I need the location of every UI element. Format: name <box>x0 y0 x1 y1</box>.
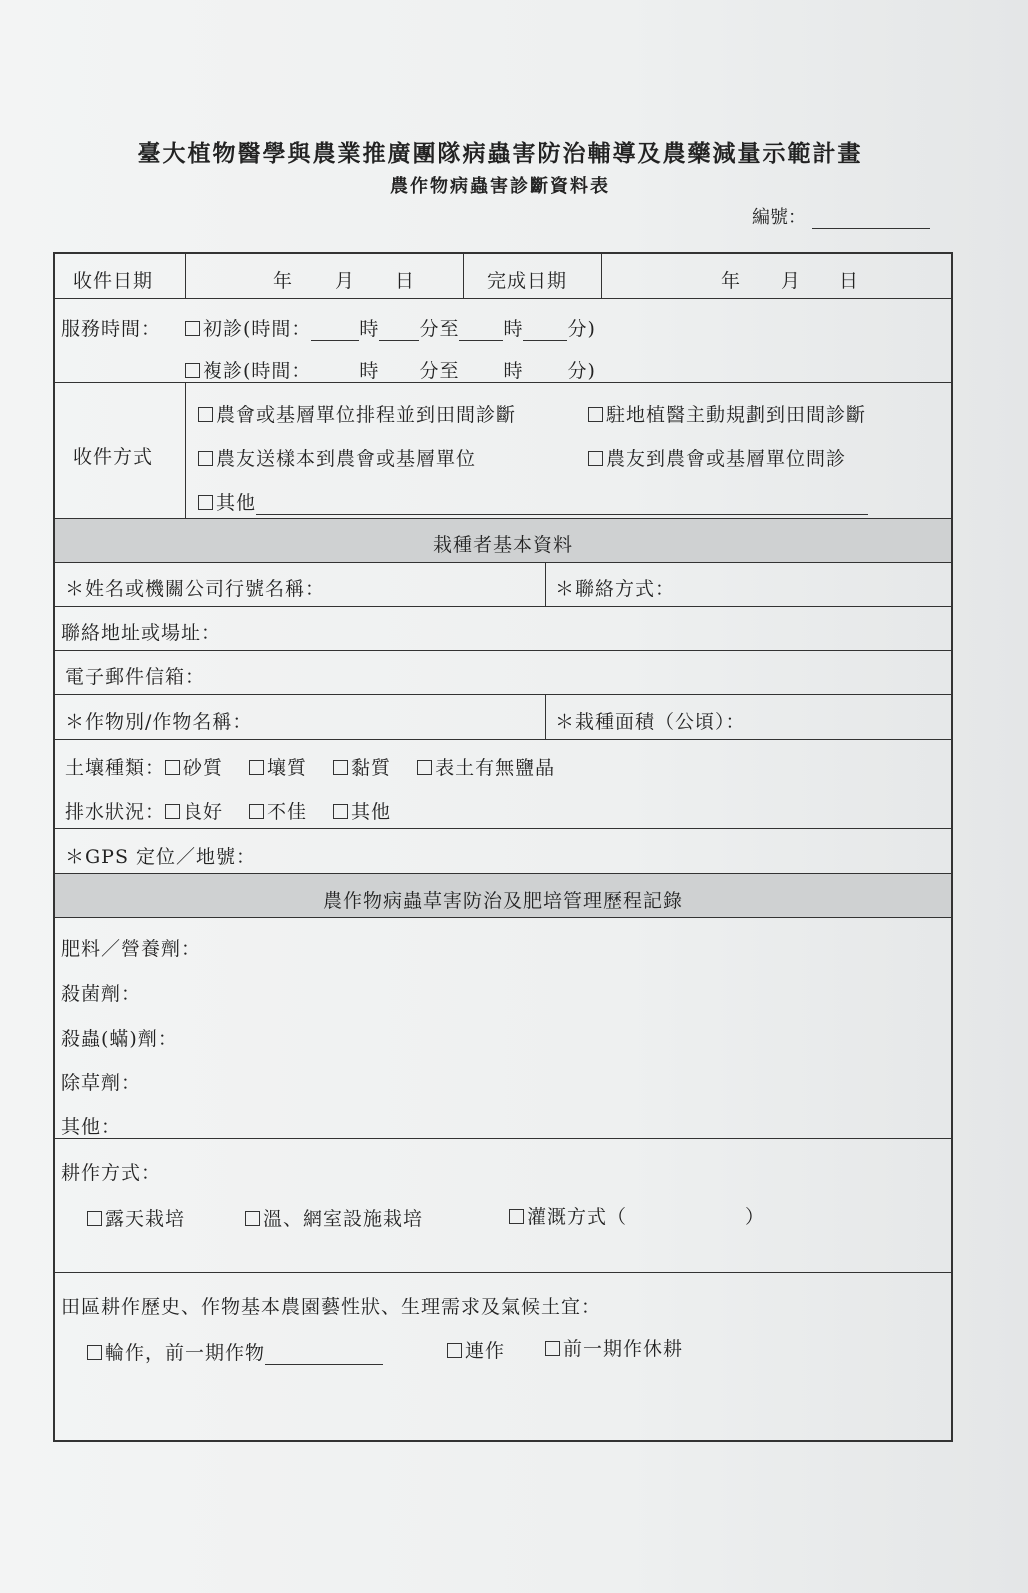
cultivation-outdoor-checkbox[interactable] <box>87 1211 102 1226</box>
soil-row: 土壤種類： 砂質 壤質 黏質 表土有無鹽晶 <box>65 757 556 779</box>
serial-field[interactable] <box>812 210 930 229</box>
finish-day: 日 <box>839 270 860 292</box>
receive-other-field[interactable] <box>256 498 868 515</box>
drain-other-checkbox[interactable] <box>333 804 348 819</box>
email-label: 電子郵件信箱： <box>65 666 206 688</box>
receive-option-2-checkbox[interactable] <box>588 407 603 422</box>
revisit-row: 複診(時間： 時 分至 時 分) <box>185 356 596 383</box>
receive-day: 日 <box>395 270 416 292</box>
diagnosis-form <box>53 252 953 1442</box>
receive-option-1[interactable]: 農會或基層單位排程並到田間診斷 <box>198 400 516 427</box>
first-end-hour-field[interactable] <box>459 324 503 341</box>
cultivation-greenhouse[interactable]: 溫、網室設施栽培 <box>245 1204 423 1231</box>
finish-year: 年 <box>721 270 742 292</box>
herbicide-label: 除草劑： <box>61 1072 142 1094</box>
first-visit-checkbox[interactable] <box>185 321 200 336</box>
cultivation-label: 耕作方式： <box>61 1162 162 1184</box>
receive-option-other[interactable]: 其他 <box>198 488 868 515</box>
grower-section-title: 栽種者基本資料 <box>432 534 573 556</box>
receive-option-2[interactable]: 駐地植醫主動規劃到田間診斷 <box>588 400 866 427</box>
soil-sandy-checkbox[interactable] <box>165 760 180 775</box>
soil-salt-checkbox[interactable] <box>417 760 432 775</box>
cultivation-outdoor[interactable]: 露天栽培 <box>87 1204 185 1231</box>
first-start-minute-field[interactable] <box>379 324 419 341</box>
history-fallow[interactable]: 前一期作休耕 <box>545 1334 683 1361</box>
cultivation-greenhouse-checkbox[interactable] <box>245 1211 260 1226</box>
revisit-end-hour-field[interactable] <box>459 366 503 383</box>
serial-label: 編號： <box>752 207 806 228</box>
receive-date-label: 收件日期 <box>73 270 154 292</box>
crop-label: ＊作物別/作物名稱： <box>65 711 253 733</box>
receive-option-1-checkbox[interactable] <box>198 407 213 422</box>
insecticide-label: 殺蟲(蟎)劑： <box>61 1028 178 1050</box>
revisit-start-hour-field[interactable] <box>311 366 359 383</box>
service-time-label: 服務時間： <box>61 318 162 340</box>
grower-name-label: ＊姓名或機關公司行號名稱： <box>65 578 326 600</box>
history-continuous-checkbox[interactable] <box>447 1343 462 1358</box>
revisit-start-minute-field[interactable] <box>379 366 419 383</box>
address-label: 聯絡地址或場址： <box>61 622 222 644</box>
cultivation-irrigation-checkbox[interactable] <box>509 1209 524 1224</box>
receive-option-4[interactable]: 農友到農會或基層單位問診 <box>588 444 846 471</box>
history-fallow-checkbox[interactable] <box>545 1341 560 1356</box>
serial-number <box>752 203 930 229</box>
form-title: 臺大植物醫學與農業推廣團隊病蟲害防治輔導及農藥減量示範計畫 <box>137 140 863 167</box>
contact-label: ＊聯絡方式： <box>555 578 676 600</box>
revisit-end-minute-field[interactable] <box>523 366 567 383</box>
previous-crop-field[interactable] <box>265 1348 383 1365</box>
receive-option-3-checkbox[interactable] <box>198 451 213 466</box>
soil-loam-checkbox[interactable] <box>249 760 264 775</box>
revisit-checkbox[interactable] <box>185 363 200 378</box>
area-label: ＊栽種面積（公頃）： <box>555 711 746 733</box>
cultivation-irrigation[interactable]: 灌溉方式（ ） <box>509 1202 765 1229</box>
first-visit-row: 初診(時間： 時 分至 時 分) <box>185 314 596 341</box>
history-rotation-checkbox[interactable] <box>87 1345 102 1360</box>
drain-poor-checkbox[interactable] <box>249 804 264 819</box>
form-subtitle: 農作物病蟲害診斷資料表 <box>390 176 610 197</box>
receive-month: 月 <box>335 270 356 292</box>
receive-option-4-checkbox[interactable] <box>588 451 603 466</box>
fertilizer-label: 肥料／營養劑： <box>61 938 202 960</box>
first-end-minute-field[interactable] <box>523 324 567 341</box>
history-rotation[interactable]: 輪作，前一期作物 <box>87 1338 383 1365</box>
first-start-hour-field[interactable] <box>311 324 359 341</box>
gps-label: ＊GPS 定位／地號： <box>65 846 257 868</box>
finish-month: 月 <box>781 270 802 292</box>
finish-date-label: 完成日期 <box>487 270 568 292</box>
other-record-label: 其他： <box>61 1116 122 1138</box>
history-label: 田區耕作歷史、作物基本農園藝性狀、生理需求及氣候土宜： <box>61 1296 602 1318</box>
history-continuous[interactable]: 連作 <box>447 1336 505 1363</box>
receive-year: 年 <box>273 270 294 292</box>
drain-good-checkbox[interactable] <box>165 804 180 819</box>
receive-method-label: 收件方式 <box>73 446 154 468</box>
fungicide-label: 殺菌劑： <box>61 983 142 1005</box>
receive-option-other-checkbox[interactable] <box>198 495 213 510</box>
records-section-title: 農作物病蟲草害防治及肥培管理歷程記錄 <box>322 890 683 912</box>
soil-clay-checkbox[interactable] <box>333 760 348 775</box>
receive-option-3[interactable]: 農友送樣本到農會或基層單位 <box>198 444 476 471</box>
drainage-row: 排水狀況： 良好 不佳 其他 <box>65 801 392 823</box>
